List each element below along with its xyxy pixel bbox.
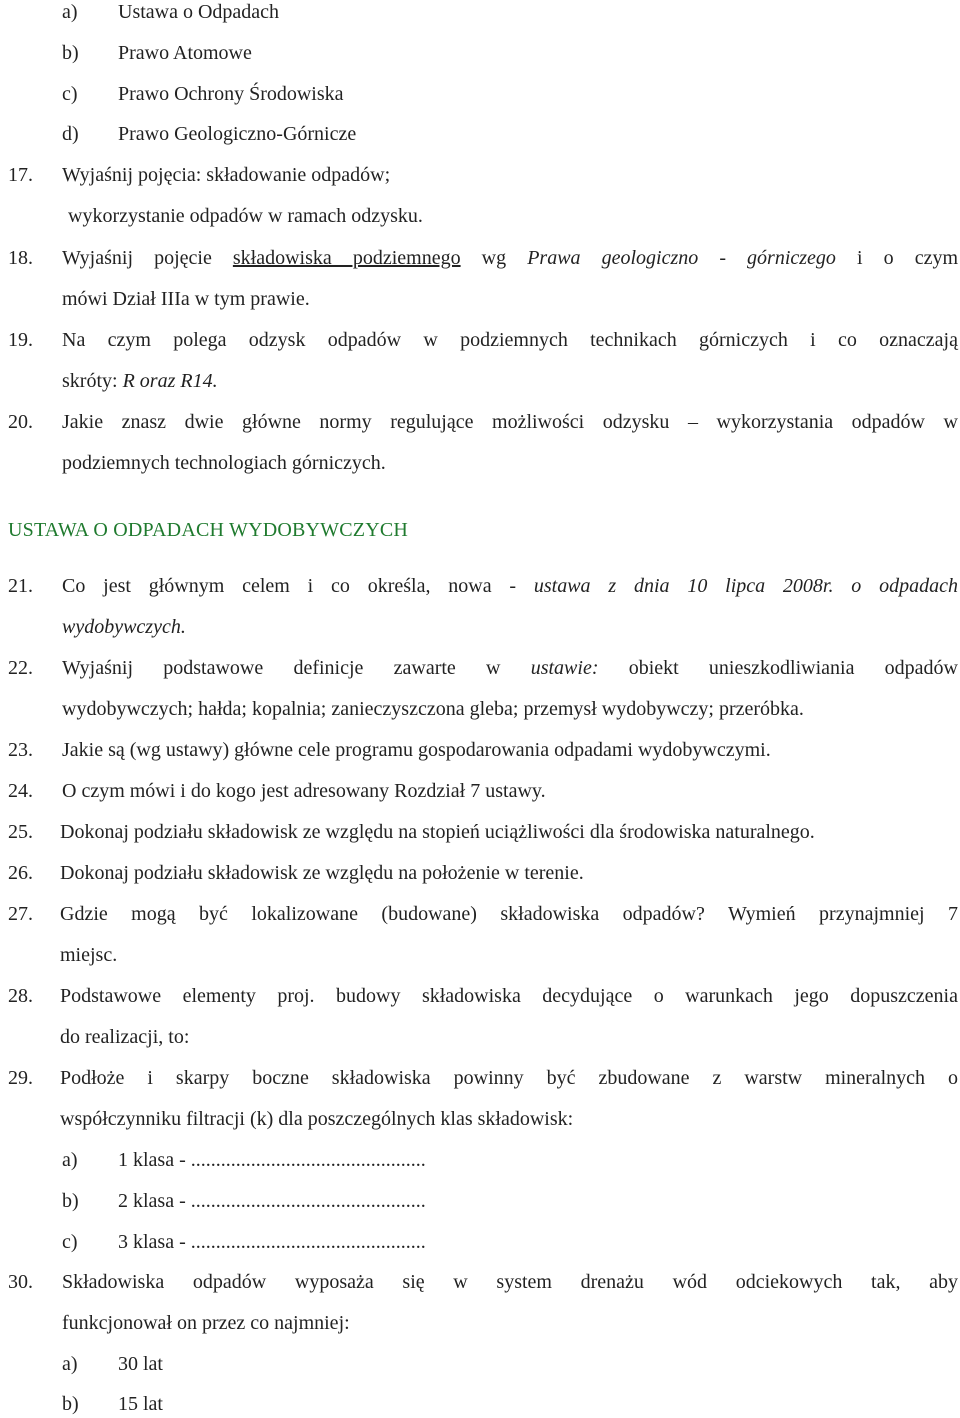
question-number: 23. [8,739,33,761]
option-text: Prawo Atomowe [118,42,252,64]
option-label: b) [62,42,79,64]
question-text: Wyjaśnij pojęcia: składowanie odpadów; [62,164,391,186]
option-text: 3 klasa - ............................................... [118,1231,426,1253]
question-text: Na czym polega odzysk odpadów w podziemnych technikach górniczych i co oznaczają [62,329,958,351]
question-text: Podstawowe elementy proj. budowy składowiska decydujące o warunkach jego dopuszczenia [60,985,958,1007]
option-text: 15 lat [118,1393,163,1415]
question-text: Podłoże i skarpy boczne składowiska powinny być zbudowane z warstw mineralnych o [60,1067,958,1089]
option-text: Ustawa o Odpadach [118,1,280,23]
question-text: Wyjaśnij pojęcie składowiska podziemnego wg Prawa geologiczno - górniczego i o czym [62,247,959,269]
question-text: Dokonaj podziału składowisk ze względu na położenie w terenie. [60,862,584,884]
question-number: 26. [8,862,33,884]
option-label: a) [62,1149,78,1171]
question-text: O czym mówi i do kogo jest adresowany Rozdział 7 ustawy. [62,780,546,802]
question-text: skróty: R oraz R14. [62,370,218,392]
question-text: funkcjonował on przez co najmniej: [62,1312,350,1334]
question-text: współczynniku filtracji (k) dla poszczególnych klas składowisk: [60,1108,574,1130]
question-text: Składowiska odpadów wyposaża się w system drenażu wód odciekowych tak, aby [62,1271,958,1293]
option-label: a) [62,1,78,23]
question-text: wydobywczych; hałda; kopalnia; zanieczyszczona gleba; przemysł wydobywczy; przeróbka. [62,698,804,720]
option-label: a) [62,1353,78,1375]
option-label: c) [62,83,78,105]
question-number: 19. [8,329,33,351]
question-number: 21. [8,575,33,597]
question-number: 18. [8,247,33,269]
option-text: 2 klasa - ............................................... [118,1190,426,1212]
question-text: podziemnych technologiach górniczych. [62,452,386,474]
question-number: 28. [8,985,33,1007]
question-text: wydobywczych. [62,616,186,638]
question-number: 22. [8,657,33,679]
question-text: Jakie są (wg ustawy) główne cele programu gospodarowania odpadami wydobywczymi. [62,739,771,761]
question-number: 24. [8,780,33,802]
question-text: Gdzie mogą być lokalizowane (budowane) składowiska odpadów? Wymień przynajmniej 7 [60,903,958,925]
option-text: 1 klasa - ............................................... [118,1149,426,1171]
section-heading: USTAWA O ODPADACH WYDOBYWCZYCH [8,519,409,541]
option-label: b) [62,1393,79,1415]
question-text: miejsc. [60,944,118,966]
question-text: do realizacji, to: [60,1026,190,1048]
question-number: 20. [8,411,33,433]
option-text: 30 lat [118,1353,163,1375]
question-text: wykorzystanie odpadów w ramach odzysku. [68,205,423,227]
question-number: 27. [8,903,33,925]
question-number: 17. [8,164,33,186]
option-label: d) [62,123,79,145]
question-number: 25. [8,821,33,843]
question-text: Wyjaśnij podstawowe definicje zawarte w ustawie: obiekt unieszkodliwiania odpadów [62,657,958,679]
question-text: mówi Dział IIIa w tym prawie. [62,288,310,310]
question-number: 29. [8,1067,33,1089]
option-text: Prawo Ochrony Środowiska [118,83,344,105]
option-text: Prawo Geologiczno-Górnicze [118,123,357,145]
question-text: Jakie znasz dwie główne normy regulujące możliwości odzysku – wykorzystania odpadów w [62,411,958,433]
question-text: Co jest głównym celem i co określa, nowa - ustawa z dnia 10 lipca 2008r. o odpadach [62,575,958,597]
option-label: b) [62,1190,79,1212]
question-text: Dokonaj podziału składowisk ze względu na stopień uciążliwości dla środowiska naturalnego. [60,821,815,843]
question-number: 30. [8,1271,33,1293]
option-label: c) [62,1231,78,1253]
